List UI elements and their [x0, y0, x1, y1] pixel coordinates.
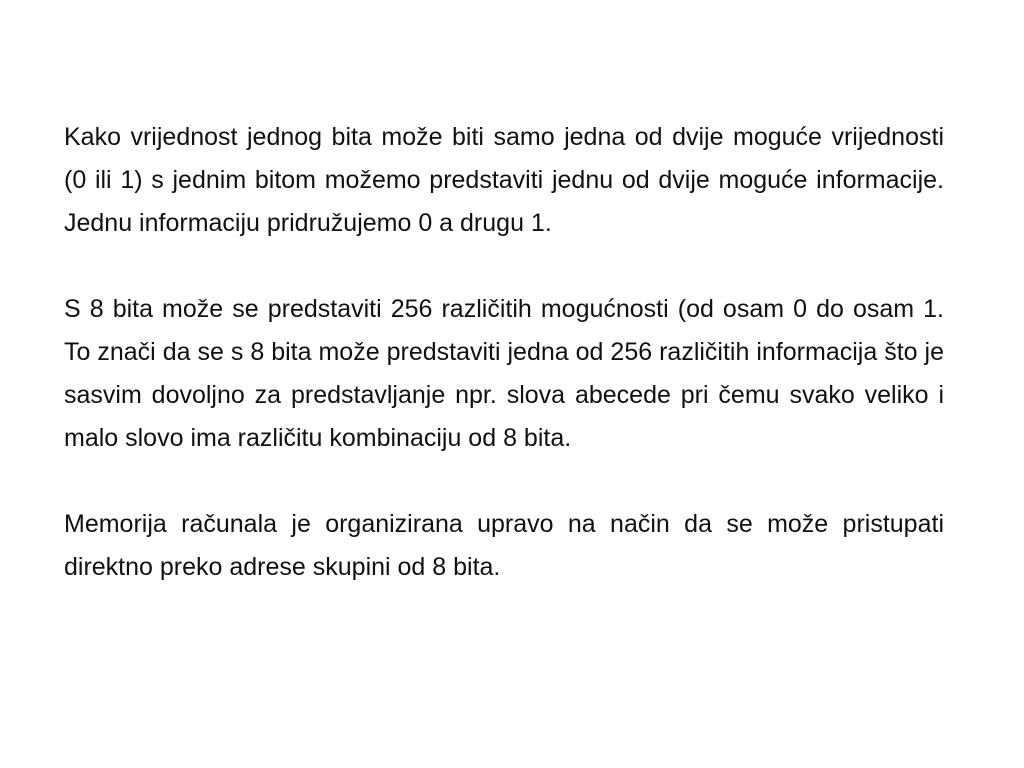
paragraph-1: Kako vrijednost jednog bita može biti samo jedna od dvije moguće vrijednosti (0 ili 1) s jednim bitom možemo predstaviti jednu od dvije moguće informacije. Jednu informaciju pridružujemo 0 a drugu 1.: [64, 123, 944, 237]
paragraph-2: S 8 bita može se predstaviti 256 različitih mogućnosti (od osam 0 do osam 1. To znači da se s 8 bita može predstaviti jedna od 256 različitih informacija što je sasvim dovoljno za predstavljanje npr. slova abecede pri čemu svako veliko i malo slovo ima različitu kombinaciju od 8 bita.: [64, 295, 944, 452]
slide-body: [64, 116, 944, 589]
paragraph-3: Memorija računala je organizirana upravo na način da se može pristupati direktno preko adrese skupini od 8 bita.: [64, 510, 944, 581]
